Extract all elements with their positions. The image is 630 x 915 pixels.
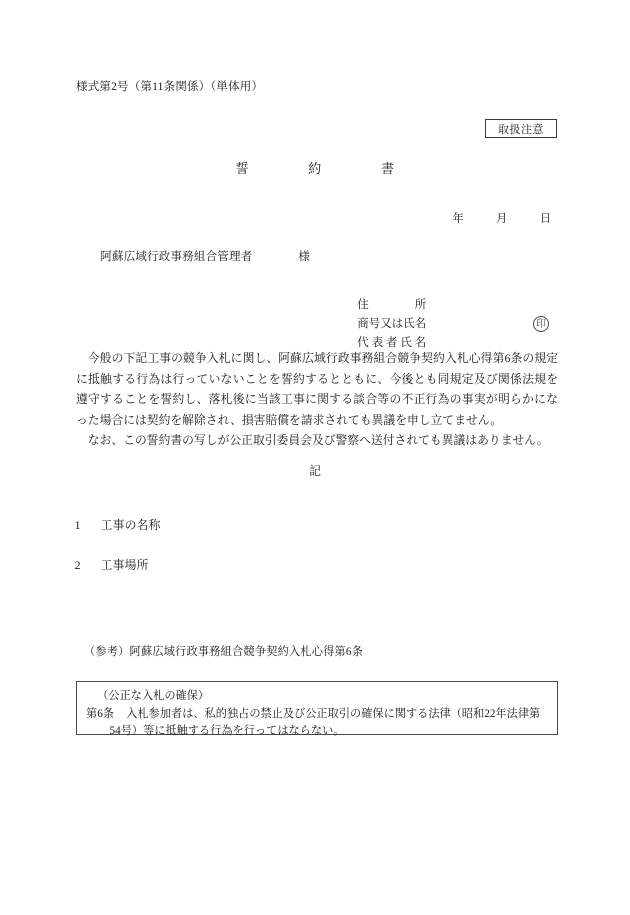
law-article-text: 入札参加者は、私的独占の禁止及び公正取引の確保に関する法律（昭和22年法律第54号）等に抵触する行為を行ってはならない。 <box>109 707 541 737</box>
title-char-2: 約 <box>308 161 322 176</box>
signer-field-address <box>340 277 427 311</box>
law-excerpt-body <box>86 706 548 741</box>
addressee-line <box>88 234 310 281</box>
page-title <box>0 158 630 177</box>
item-label-1: 工事の名称 <box>100 517 161 532</box>
list-item-work-location <box>62 542 149 590</box>
law-excerpt-title: （公正な入札の確保） <box>97 690 210 702</box>
seal-stamp-icon: 印 <box>533 316 549 332</box>
date-month-label: 月 <box>496 212 508 225</box>
item-number-2: 2 <box>74 557 81 572</box>
signer-field-representative <box>340 315 546 349</box>
addressee-honorific: 様 <box>298 250 311 263</box>
addressee-organization: 阿蘇広域行政事務組合管理者 <box>100 250 253 263</box>
item-label-2: 工事場所 <box>100 557 149 572</box>
signer-field-company-name <box>340 296 427 330</box>
law-excerpt-box <box>76 681 558 735</box>
form-code-label: 様式第2号（第11条関係）（単体用） <box>76 81 264 93</box>
body-text <box>76 348 558 451</box>
title-char-1: 誓 <box>235 161 249 176</box>
body-paragraph-2: なお、この誓約書の写しが公正取引委員会及び警察へ送付されても異議はありません。 <box>87 433 549 447</box>
date-day-label: 日 <box>539 212 552 225</box>
handling-notice-box <box>485 119 557 138</box>
date-year-label: 年 <box>452 212 465 225</box>
signer-representative-label: 代 表 者 氏 名 <box>357 337 427 349</box>
item-number-1: 1 <box>74 517 81 532</box>
signer-block <box>340 277 546 349</box>
signer-address-label: 住 所 <box>357 299 427 311</box>
signer-company-name-label: 商号又は氏名 <box>357 318 427 330</box>
ki-marker: 記 <box>309 464 321 478</box>
title-char-3: 書 <box>381 161 395 176</box>
date-line <box>440 196 551 243</box>
law-article-label: 第6条 <box>86 707 114 720</box>
handling-notice-label: 取扱注意 <box>498 123 544 136</box>
body-paragraph-1: 今般の下記工事の競争入札に関し、阿蘇広域行政事務組合競争契約入札心得第6条の規定に抵触する行為は行っていないことを誓約するとともに、今後とも同規定及び関係法規を遵守することを誓約し、落札後に当該工事に関する談合等の不正行為の事実が明らかになった場合には契約を解除され、損害賠償を請求されても異議を申し立てません。 <box>76 351 558 427</box>
reference-heading: （参考）阿蘇広域行政事務組合競争契約入札心得第6条 <box>84 646 364 658</box>
